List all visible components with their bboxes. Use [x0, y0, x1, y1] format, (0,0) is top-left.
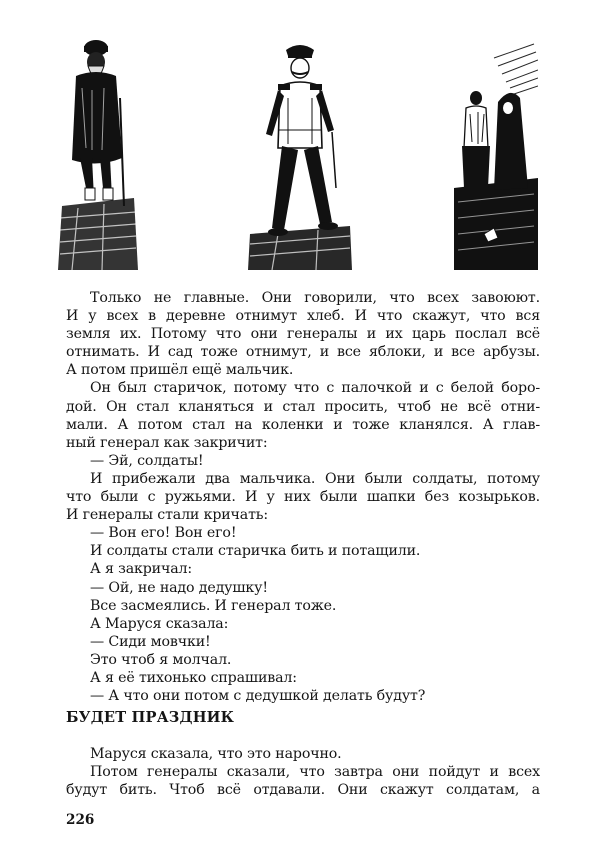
text-line: — Эй, солдаты!	[90, 452, 204, 469]
text-line: что были с ружьями. И у них были шапки без козырьков.	[66, 489, 540, 506]
text-line: А я её тихонько спрашивал:	[90, 669, 297, 686]
text-line: ный генерал как закричит:	[66, 434, 268, 451]
text-line: И генералы стали кричать:	[66, 507, 268, 524]
text-line: Все засмеялись. И генерал тоже.	[90, 597, 337, 614]
text-line: — Вон его! Вон его!	[90, 525, 237, 542]
text-line: Маруся сказала, что это нарочно.	[90, 746, 342, 762]
illustration-old-man	[58, 38, 138, 270]
text-line: А Маруся сказала:	[90, 615, 229, 632]
text-line: И у всех в деревне отнимут хлеб. И что скажут, что вся	[66, 308, 540, 325]
illustration-girl-and-woman	[454, 38, 538, 270]
text-line: будут бить. Чтоб всё отдавали. Они скажут солдатам, а	[66, 782, 540, 799]
page-number: 226	[66, 812, 95, 828]
text-line: Потом генералы сказали, что завтра они пойдут и всех	[90, 764, 540, 781]
text-line: Он был старичок, потому что с палочкой и с белой боро-	[90, 380, 540, 397]
body-text-section	[66, 289, 540, 705]
text-line: отнимать. И сад тоже отнимут, и все яблоки, и все арбузы.	[66, 344, 540, 361]
chapter-heading: БУДЕТ ПРАЗДНИК	[66, 709, 235, 726]
body-text-section	[66, 745, 540, 799]
text-line: земля их. Потому что они генералы и их царь послал всё	[66, 326, 540, 343]
text-line: А потом пришёл ещё мальчик.	[66, 362, 294, 379]
text-line: — А что они потом с дедушкой делать будут?	[90, 688, 426, 705]
text-line: мали. А потом стал на коленки и тоже кланялся. А глав-	[66, 416, 540, 433]
text-line: — Ой, не надо дедушку!	[90, 579, 268, 596]
text-line: дой. Он стал кланяться и стал просить, чтоб не всё отни-	[66, 398, 540, 415]
illustration-general	[248, 38, 352, 270]
text-line: А я закричал:	[90, 561, 192, 578]
text-line: И прибежали два мальчика. Они были солдаты, потому	[90, 470, 540, 487]
text-line: И солдаты стали старичка бить и потащили.	[90, 543, 421, 560]
text-line: Только не главные. Они говорили, что всех завоюют.	[90, 290, 540, 306]
text-line: — Сиди мовчки!	[90, 633, 211, 650]
text-line: Это чтоб я молчал.	[90, 651, 232, 668]
